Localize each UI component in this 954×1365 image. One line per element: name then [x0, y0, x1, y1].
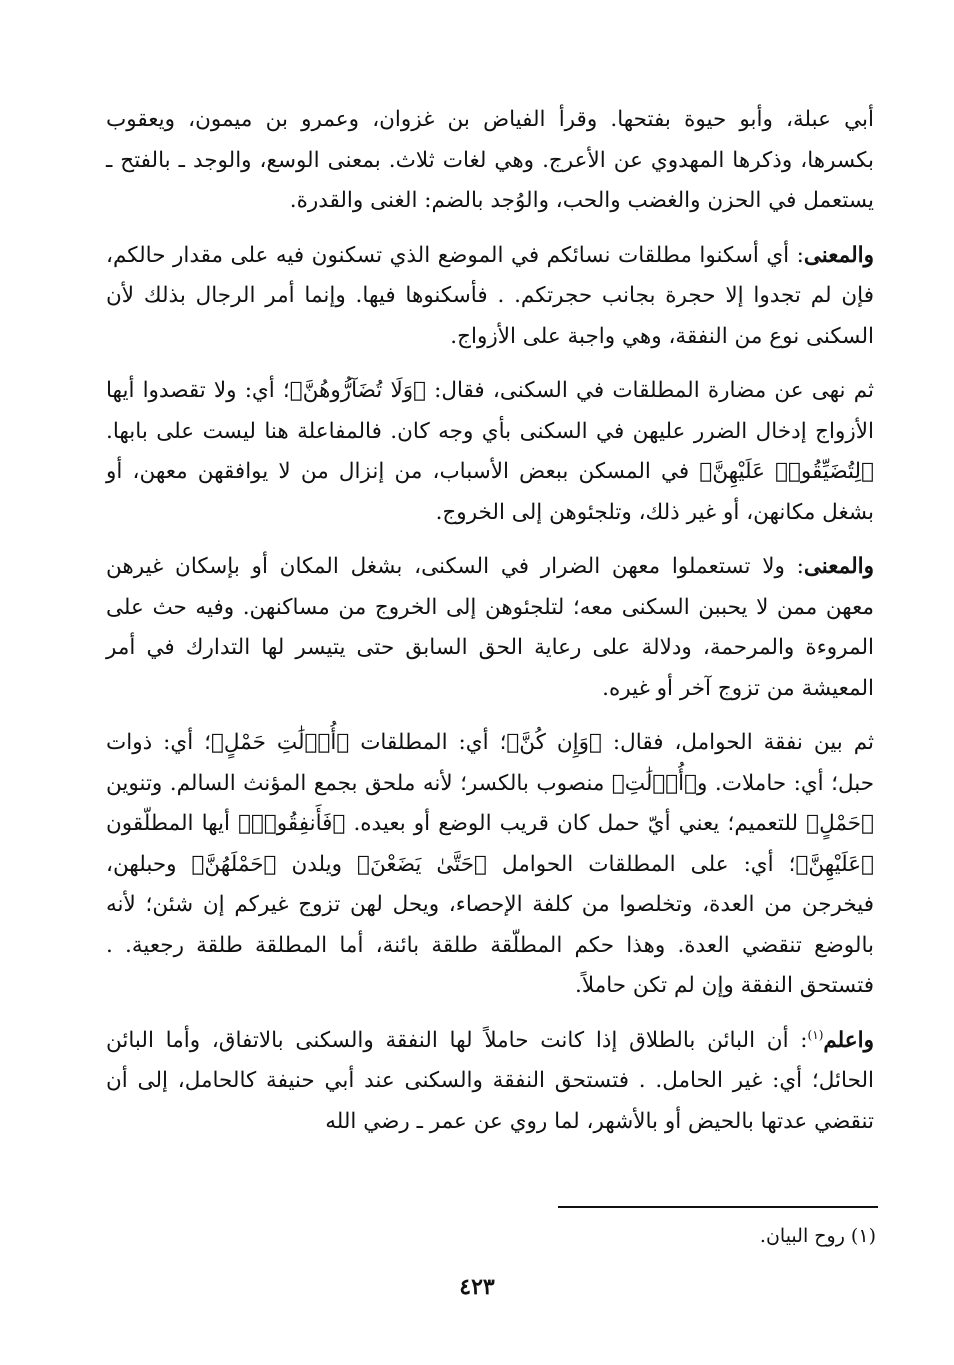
paragraph-2-lead: والمعنى: [803, 242, 874, 268]
paragraph-6: [106, 1021, 874, 1143]
paragraph-5-text: ثم بين نفقة الحوامل، فقال: ﴿وَإِن كُنَّ﴾؛ أي: المطلقات ﴿أُو۟لَٰتِ حَمْلٍ﴾؛ أي: ذوات حبل؛ أي: حاملات. و﴿أُو۟لَٰتِ﴾ منصوب بالكسر؛ لأنه ملحق بجمع المؤنث السالم. وتنوين ﴿حَمْلٍ﴾ للتعميم؛ يعني أيّ حمل كان قريب الوضع أو بعيده. ﴿فَأَنفِقُوا۟﴾ أيها المطلّقون ﴿عَلَيْهِنَّ﴾؛ أي: على المطلقات الحوامل ﴿حَتَّىٰ يَضَعْنَ﴾ ويلدن ﴿حَمْلَهُنَّ﴾ وحبلهن، فيخرجن من العدة، وتخلصوا من كلفة الإحصاء، ويحل لهن تزوج غيركم إن شئن؛ لأنه بالوضع تنقضي العدة. وهذا حكم المطلّقة طلقة بائنة، أما المطلقة طلقة رجعية. . فتستحق النفقة وإن لم تكن حاملاً.: [106, 730, 874, 998]
paragraph-4-lead: والمعنى: [803, 554, 874, 579]
paragraph-5: [106, 723, 874, 1007]
main-text: [106, 100, 874, 1156]
paragraph-3-text: ثم نهى عن مضارة المطلقات في السكنى، فقال: ﴿وَلَا تُضَآرُّوهُنَّ﴾؛ أي: ولا تقصدوا أيها الأزواج إدخال الضرر عليهن في السكنى بأي وجه كان. فالمفاعلة هنا ليست على بابها. ﴿لِتُضَيِّقُوا۟ عَلَيْهِنَّ﴾ في المسكن ببعض الأسباب، من إنزال من لا يوافقهن معهن، أو بشغل مكانهن، أو غير ذلك، وتلجئوهن إلى الخروج.: [106, 378, 874, 525]
paragraph-6-text: : أن البائن بالطلاق إذا كانت حاملاً لها النفقة والسكنى بالاتفاق، وأما البائن الحائل؛ أي: غير الحامل. . فتستحق النفقة والسكنى عند أبي حنيفة كالحامل، إلى أن تنقضي عدتها بالحيض أو بالأشهر، لما روي عن عمر ـ رضي الله: [106, 1027, 874, 1134]
footnote: (١) روح البيان.: [759, 1225, 876, 1247]
paragraph-2-text: : أي أسكنوا مطلقات نسائكم في الموضع الذي تسكنون فيه على مقدار حالكم، فإن لم تجدوا إلا حجرة بجانب حجرتكم. . فأسكنوها فيها. وإنما أمر الرجال بذلك لأن السكنى نوع من النفقة، وهي واجبة على الأزواج.: [106, 242, 874, 349]
paragraph-1: [106, 100, 874, 222]
footnote-reference: (١): [807, 1027, 824, 1042]
paragraph-1-text: أبي عبلة، وأبو حيوة بفتحها. وقرأ الفياض بن غزوان، وعمرو بن ميمون، ويعقوب بكسرها، وذكرها المهدوي عن الأعرج. وهي لغات ثلاث. بمعنى الوسع، والوجد ـ بالفتح ـ يستعمل في الحزن والغضب والحب، والوُجد بالضم: الغنى والقدرة.: [106, 107, 874, 213]
paragraph-4: [106, 547, 874, 709]
paragraph-3: [106, 371, 874, 533]
page-number: ٤٢٣: [459, 1274, 495, 1300]
footnote-divider: [558, 1206, 878, 1208]
paragraph-6-lead: واعلم: [823, 1027, 874, 1053]
paragraph-2: [106, 236, 874, 358]
paragraph-4-text: : ولا تستعملوا معهن الضرار في السكنى، بشغل المكان أو بإسكان غيرهن معهن ممن لا يحببن السكنى معه؛ لتلجئوهن إلى الخروج من مساكنهن. وفيه حث على المروءة والمرحمة، ودلالة على رعاية الحق السابق حتى يتيسر لها التدارك في أمر المعيشة من تزوج آخر أو غيره.: [106, 554, 874, 701]
